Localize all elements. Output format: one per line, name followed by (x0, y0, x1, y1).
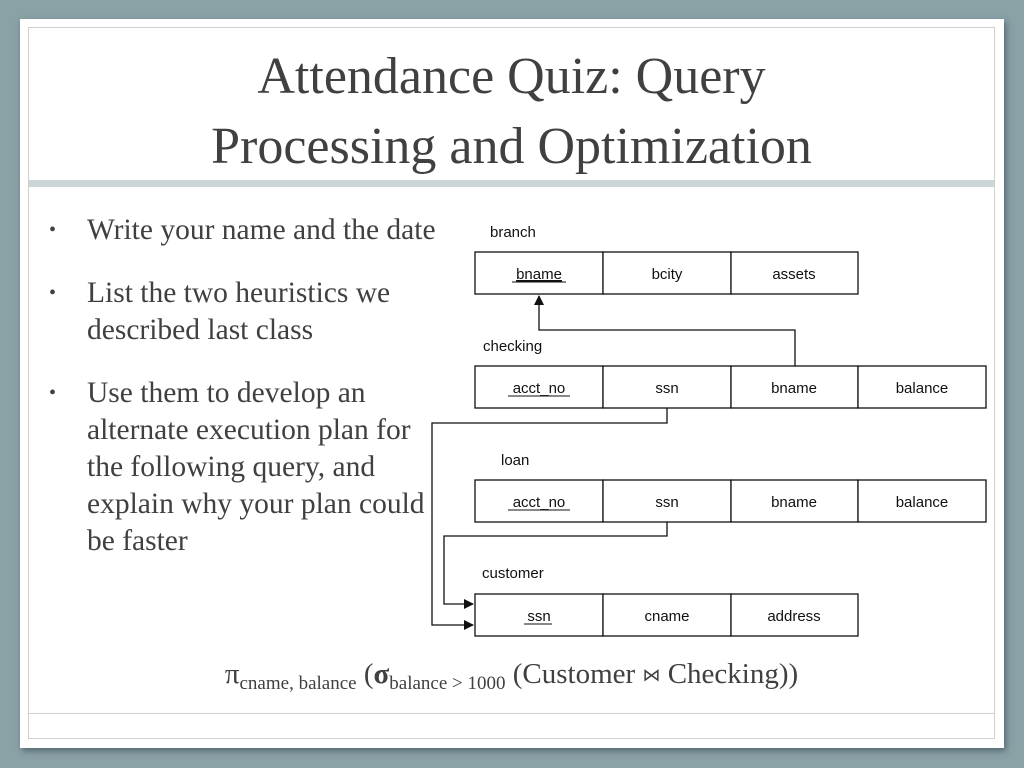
column: ssn (655, 494, 679, 511)
column: address (767, 608, 821, 625)
selection-condition: balance > 1000 (389, 673, 506, 694)
natural-join-icon: ⋈ (642, 665, 661, 685)
projection-symbol: π (224, 658, 240, 690)
selection-symbol: σ (373, 658, 390, 690)
table-loan (475, 480, 986, 522)
column: bname (771, 380, 817, 397)
projection-attributes: cname, balance (239, 673, 357, 694)
bullet-icon: • (49, 219, 57, 241)
table-name-customer: customer (482, 565, 544, 582)
query-operand-left: (Customer (505, 658, 643, 690)
column: assets (772, 266, 816, 283)
fk-arrow-loan-ssn-to-customer (444, 522, 667, 604)
column: cname (644, 608, 690, 625)
column: balance (895, 380, 949, 397)
bullet-text: Use them to develop an alternate execution plan for the following query, and explain why your plan could be faster (87, 377, 425, 557)
column: bname (771, 494, 817, 511)
table-name-loan: loan (501, 452, 530, 469)
table-name-checking: checking (483, 338, 543, 355)
fk-arrow-checking-bname-to-branch (539, 296, 795, 366)
bullet-text: List the two heuristics we described last class (87, 277, 391, 346)
paren-open: ( (356, 658, 374, 690)
bullet-text: Write your name and the date (87, 214, 436, 246)
table-checking (475, 366, 986, 408)
title-line-1: Attendance Quiz: Query (257, 48, 766, 105)
column: ssn (655, 380, 679, 397)
query-operand-right: Checking)) (660, 658, 799, 690)
column-primary-key: ssn (527, 608, 551, 625)
title-line-2: Processing and Optimization (211, 118, 812, 175)
table-branch (475, 252, 858, 294)
column-primary-key: acct_no (512, 494, 566, 511)
column-primary-key: bname (516, 266, 562, 283)
bullet-icon: • (49, 382, 57, 404)
column: balance (895, 494, 949, 511)
column-primary-key: acct_no (512, 380, 566, 397)
table-customer (475, 594, 858, 636)
bullet-icon: • (49, 282, 57, 304)
column: bcity (651, 266, 683, 283)
table-name-branch: branch (490, 224, 536, 241)
